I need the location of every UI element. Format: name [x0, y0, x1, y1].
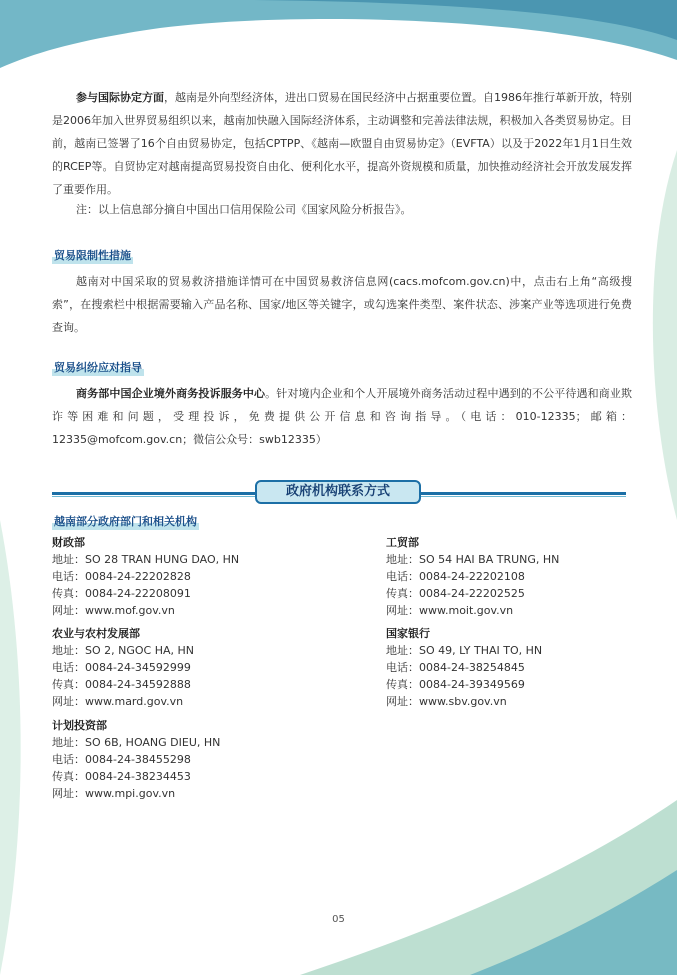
trade-dispute-paragraph [52, 382, 632, 451]
contact-website: 网址：www.mof.gov.vn [52, 604, 175, 617]
contact-block-mpi [52, 717, 220, 802]
banner-title: 政府机构联系方式 [255, 480, 421, 504]
contact-address: 地址：SO 54 HAI BA TRUNG, HN [386, 553, 560, 566]
contact-fax: 传真：0084-24-34592888 [52, 678, 191, 691]
contact-phone: 电话：0084-24-34592999 [52, 661, 191, 674]
contact-name: 国家银行 [386, 627, 430, 640]
trade-dispute-lead: 商务部中国企业境外商务投诉服务中心 [76, 387, 266, 400]
intl-agreement-body: ，越南是外向型经济体，进出口贸易在国民经济中占据重要位置。自1986年推行革新开放，特别是2006年加入世界贸易组织以来，越南加快融入国际经济体系，主动调整和完善法律法规，积极加入各类贸易协定。目前，越南已签署了16个自由贸易协定，包括CPTPP、《越南—欧盟自由贸易协定》（EVFTA）以及于2022年1月1日生效的RCEP等。自贸协定对越南提高贸易投资自由化、便利化水平，提高外资规模和质量，加快推动经济社会开放发展发挥了重要作用。 [52, 91, 632, 196]
contact-name: 计划投资部 [52, 719, 107, 732]
trade-restriction-heading: 贸易限制性措施 [54, 249, 131, 262]
contact-block-mard [52, 625, 194, 710]
contact-name: 工贸部 [386, 536, 419, 549]
contact-block-mof [52, 534, 239, 619]
contact-phone: 电话：0084-24-22202828 [52, 570, 191, 583]
trade-dispute-body: 。针对境内企业和个人开展境外商务活动过程中遇到的不公平待遇和商业欺诈等困难和问题，受理投诉，免费提供公开信息和咨询指导。（电话：010-12335；邮箱：12335@mofcom.gov.cn；微信公众号：swb12335） [52, 387, 633, 446]
contact-address: 地址：SO 28 TRAN HUNG DAO, HN [52, 553, 240, 566]
contact-website: 网址：www.sbv.gov.vn [386, 695, 507, 708]
contact-website: 网址：www.mard.gov.vn [52, 695, 184, 708]
contact-block-moit [386, 534, 559, 619]
contact-phone: 电话：0084-24-38254845 [386, 661, 525, 674]
contact-phone: 电话：0084-24-38455298 [52, 753, 191, 766]
contact-name: 财政部 [52, 536, 85, 549]
gov-agencies-heading: 越南部分政府部门和相关机构 [54, 515, 197, 528]
trade-restriction-paragraph: 越南对中国采取的贸易救济措施详情可在中国贸易救济信息网(cacs.mofcom.gov.cn)中，点击右上角“高级搜索”，在搜索栏中根据需要输入产品名称、国家/地区等关键字，或勾选案件类型、案件状态、涉案产业等选项进行免费查询。 [52, 275, 632, 334]
trade-dispute-heading: 贸易纠纷应对指导 [54, 361, 142, 374]
intl-agreement-lead: 参与国际协定方面 [76, 91, 164, 104]
contact-address: 地址：SO 6B, HOANG DIEU, HN [52, 736, 221, 749]
page-number: 05 [332, 914, 345, 925]
contact-fax: 传真：0084-24-39349569 [386, 678, 525, 691]
contact-website: 网址：www.moit.gov.vn [386, 604, 514, 617]
contact-block-sbv [386, 625, 542, 710]
contact-name: 农业与农村发展部 [52, 627, 140, 640]
contact-phone: 电话：0084-24-22202108 [386, 570, 525, 583]
contact-website: 网址：www.mpi.gov.vn [52, 787, 176, 800]
contact-fax: 传真：0084-24-22202525 [386, 587, 525, 600]
contact-fax: 传真：0084-24-22208091 [52, 587, 191, 600]
contacts-banner [52, 480, 626, 506]
contact-address: 地址：SO 49, LY THAI TO, HN [386, 644, 543, 657]
source-note: 注：以上信息部分摘自中国出口信用保险公司《国家风险分析报告》。 [76, 203, 412, 216]
intl-agreement-paragraph [52, 86, 632, 201]
contact-fax: 传真：0084-24-38234453 [52, 770, 191, 783]
contact-address: 地址：SO 2, NGOC HA, HN [52, 644, 195, 657]
